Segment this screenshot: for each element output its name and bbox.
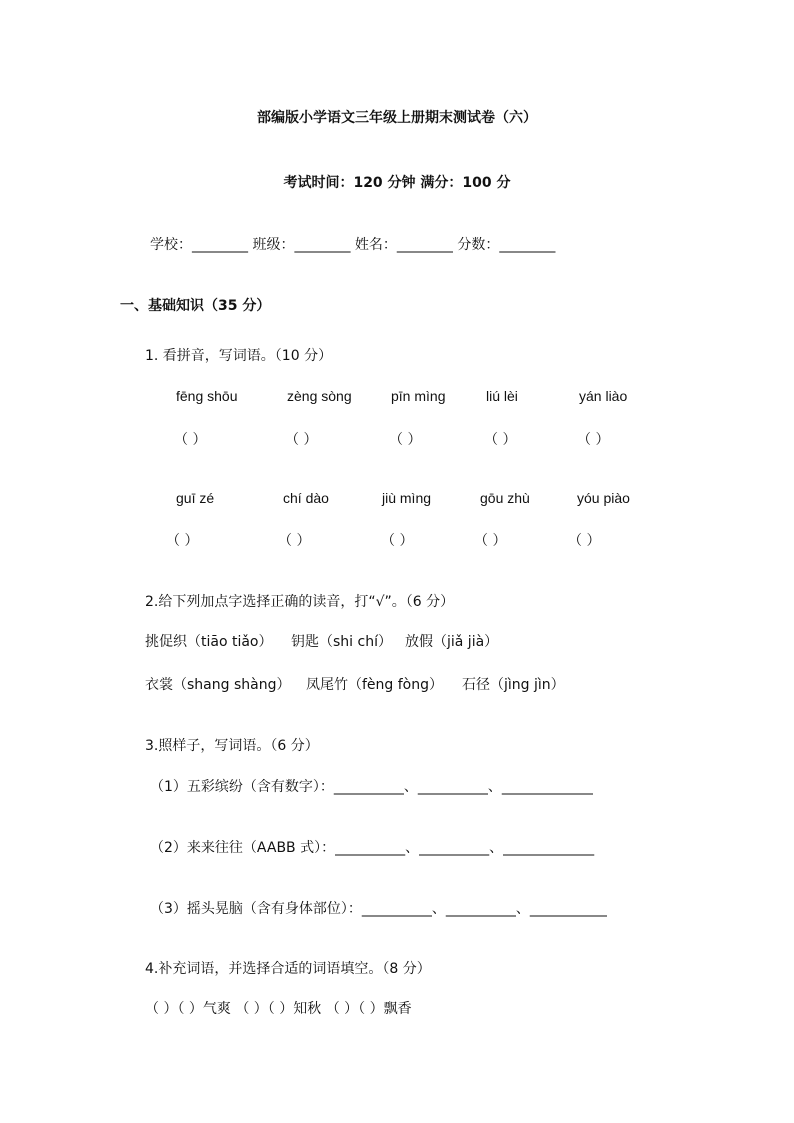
answer-blank[interactable]: （ ） xyxy=(577,432,610,448)
pinyin-item: liú lèi xyxy=(486,388,518,404)
answer-blank[interactable]: （ ） xyxy=(285,432,318,448)
question-4-prompt: 4.补充词语，并选择合适的词语填空。（8 分） xyxy=(145,961,431,977)
reading-choice: 钥匙（shi chí） xyxy=(291,634,392,650)
section-heading: 一、基础知识（35 分） xyxy=(120,298,271,314)
question-1-prompt: 1. 看拼音，写词语。（10 分） xyxy=(145,348,333,364)
word-pattern-item: （2）来来往往（AABB 式）：__________、__________、_____________ xyxy=(150,840,595,856)
question-2-prompt: 2.给下列加点字选择正确的读音，打“√”。（6 分） xyxy=(145,594,455,610)
pinyin-item: guī zé xyxy=(176,490,215,506)
reading-choice: 放假（jiǎ jià） xyxy=(405,634,499,650)
pinyin-item: yán liào xyxy=(579,388,628,404)
word-pattern-item: （1）五彩缤纷（含有数字）：__________、__________、_____________ xyxy=(150,779,593,795)
word-pattern-item: （3）摇头晃脑（含有身体部位）：__________、__________、___________ xyxy=(150,901,607,917)
reading-choice: 挑促织（tiāo tiǎo） xyxy=(145,634,273,650)
answer-blank[interactable]: （ ） xyxy=(278,533,311,549)
reading-choice: 衣裳（shang shàng） xyxy=(145,677,291,693)
student-info-line: 学校：________ 班级：________ 姓名：________ 分数：________ xyxy=(150,237,556,253)
pinyin-item: gōu zhù xyxy=(480,490,530,506)
pinyin-item: jiù mìng xyxy=(382,490,432,506)
answer-blank[interactable]: （ ） xyxy=(484,432,517,448)
pinyin-item: chí dào xyxy=(283,490,329,506)
answer-blank[interactable]: （ ） xyxy=(166,533,199,549)
pinyin-item: fēng shōu xyxy=(176,388,238,404)
reading-choice: 凤尾竹（fèng fòng） xyxy=(306,677,444,693)
page-title: 部编版小学语文三年级上册期末测试卷（六） xyxy=(257,110,537,126)
answer-blank[interactable]: （ ） xyxy=(381,533,414,549)
fill-in-line: （ ）（ ）气爽 （ ）（ ）知秋 （ ）（ ）飘香 xyxy=(145,1001,412,1017)
pinyin-item: zèng sòng xyxy=(287,388,352,404)
pinyin-item: pīn mìng xyxy=(391,388,446,404)
answer-blank[interactable]: （ ） xyxy=(568,533,601,549)
exam-info: 考试时间：120 分钟 满分：100 分 xyxy=(283,175,511,191)
answer-blank[interactable]: （ ） xyxy=(174,432,207,448)
question-3-prompt: 3.照样子，写词语。（6 分） xyxy=(145,738,319,754)
reading-choice: 石径（jìng jìn） xyxy=(462,677,565,693)
pinyin-item: yóu piào xyxy=(577,490,630,506)
answer-blank[interactable]: （ ） xyxy=(474,533,507,549)
answer-blank[interactable]: （ ） xyxy=(389,432,422,448)
